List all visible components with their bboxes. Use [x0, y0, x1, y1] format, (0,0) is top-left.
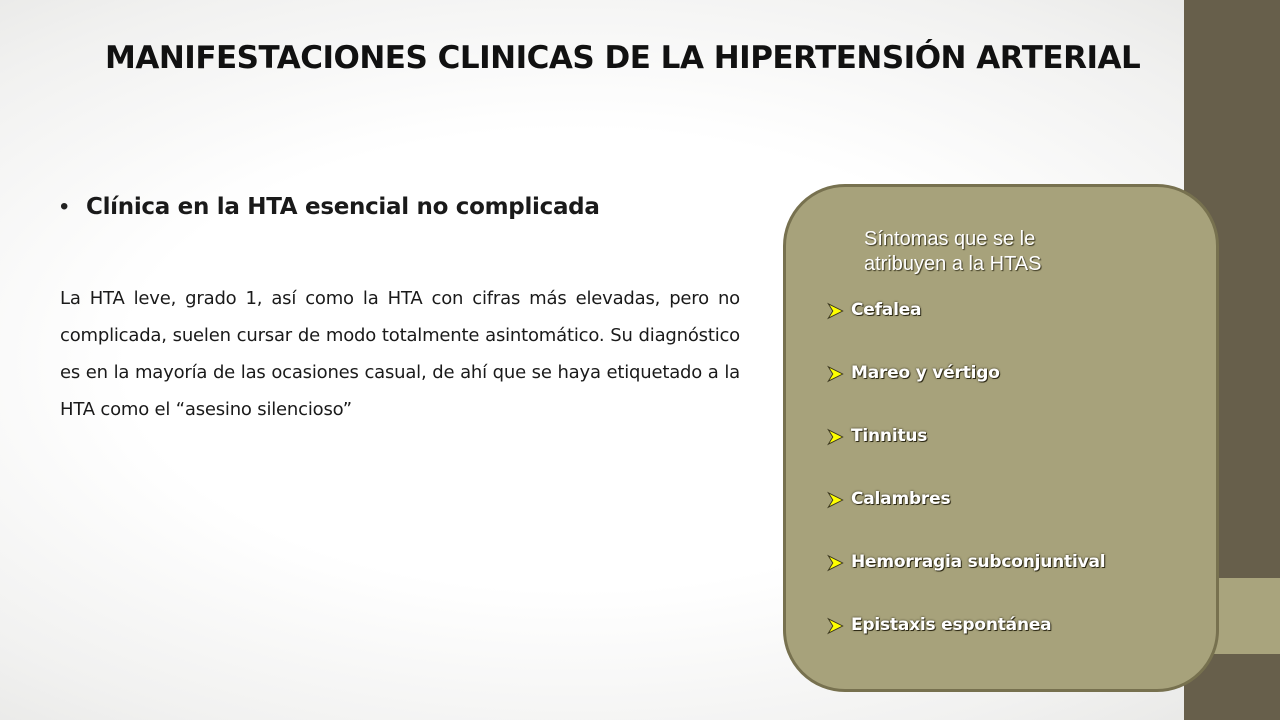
bullet-heading: Clínica en la HTA esencial no complicada [86, 194, 600, 220]
arrow-bullet-icon [826, 365, 845, 383]
body-paragraph: La HTA leve, grado 1, así como la HTA con cifras más elevadas, pero no complicada, suelen cursar de modo totalmente asintomático. Su diagnóstico es en la mayoría de las ocasiones casual, de ahí que se haya etiquetado a la HTA como el “asesino silencioso” [60, 288, 740, 420]
arrow-bullet-icon [826, 554, 845, 572]
bullet-dot-icon: • [60, 193, 69, 220]
symptom-label: Hemorragia subconjuntival [851, 552, 1106, 572]
symptoms-box [783, 184, 1219, 692]
symptoms-box-title-line1: Síntomas que se le [864, 228, 1036, 250]
arrow-bullet-icon [826, 617, 845, 635]
symptom-item [826, 615, 1105, 678]
slide-title: MANIFESTACIONES CLINICAS DE LA HIPERTENSIÓN ARTERIAL [105, 40, 1141, 76]
symptoms-box-title [864, 227, 1042, 277]
symptom-item [826, 363, 1105, 426]
symptom-item [826, 489, 1105, 552]
bullet-heading-row [60, 193, 600, 221]
symptom-label: Tinnitus [851, 426, 928, 446]
symptom-label: Mareo y vértigo [851, 363, 1000, 383]
symptoms-list [826, 300, 1105, 678]
arrow-bullet-icon [826, 428, 845, 446]
arrow-bullet-icon [826, 491, 845, 509]
symptom-item [826, 300, 1105, 363]
symptom-item [826, 426, 1105, 489]
symptom-label: Calambres [851, 489, 951, 509]
symptoms-box-title-line2: atribuyen a la HTAS [864, 253, 1042, 275]
arrow-bullet-icon [826, 302, 845, 320]
symptom-item [826, 552, 1105, 615]
symptom-label: Cefalea [851, 300, 922, 320]
symptom-label: Epistaxis espontánea [851, 615, 1052, 635]
